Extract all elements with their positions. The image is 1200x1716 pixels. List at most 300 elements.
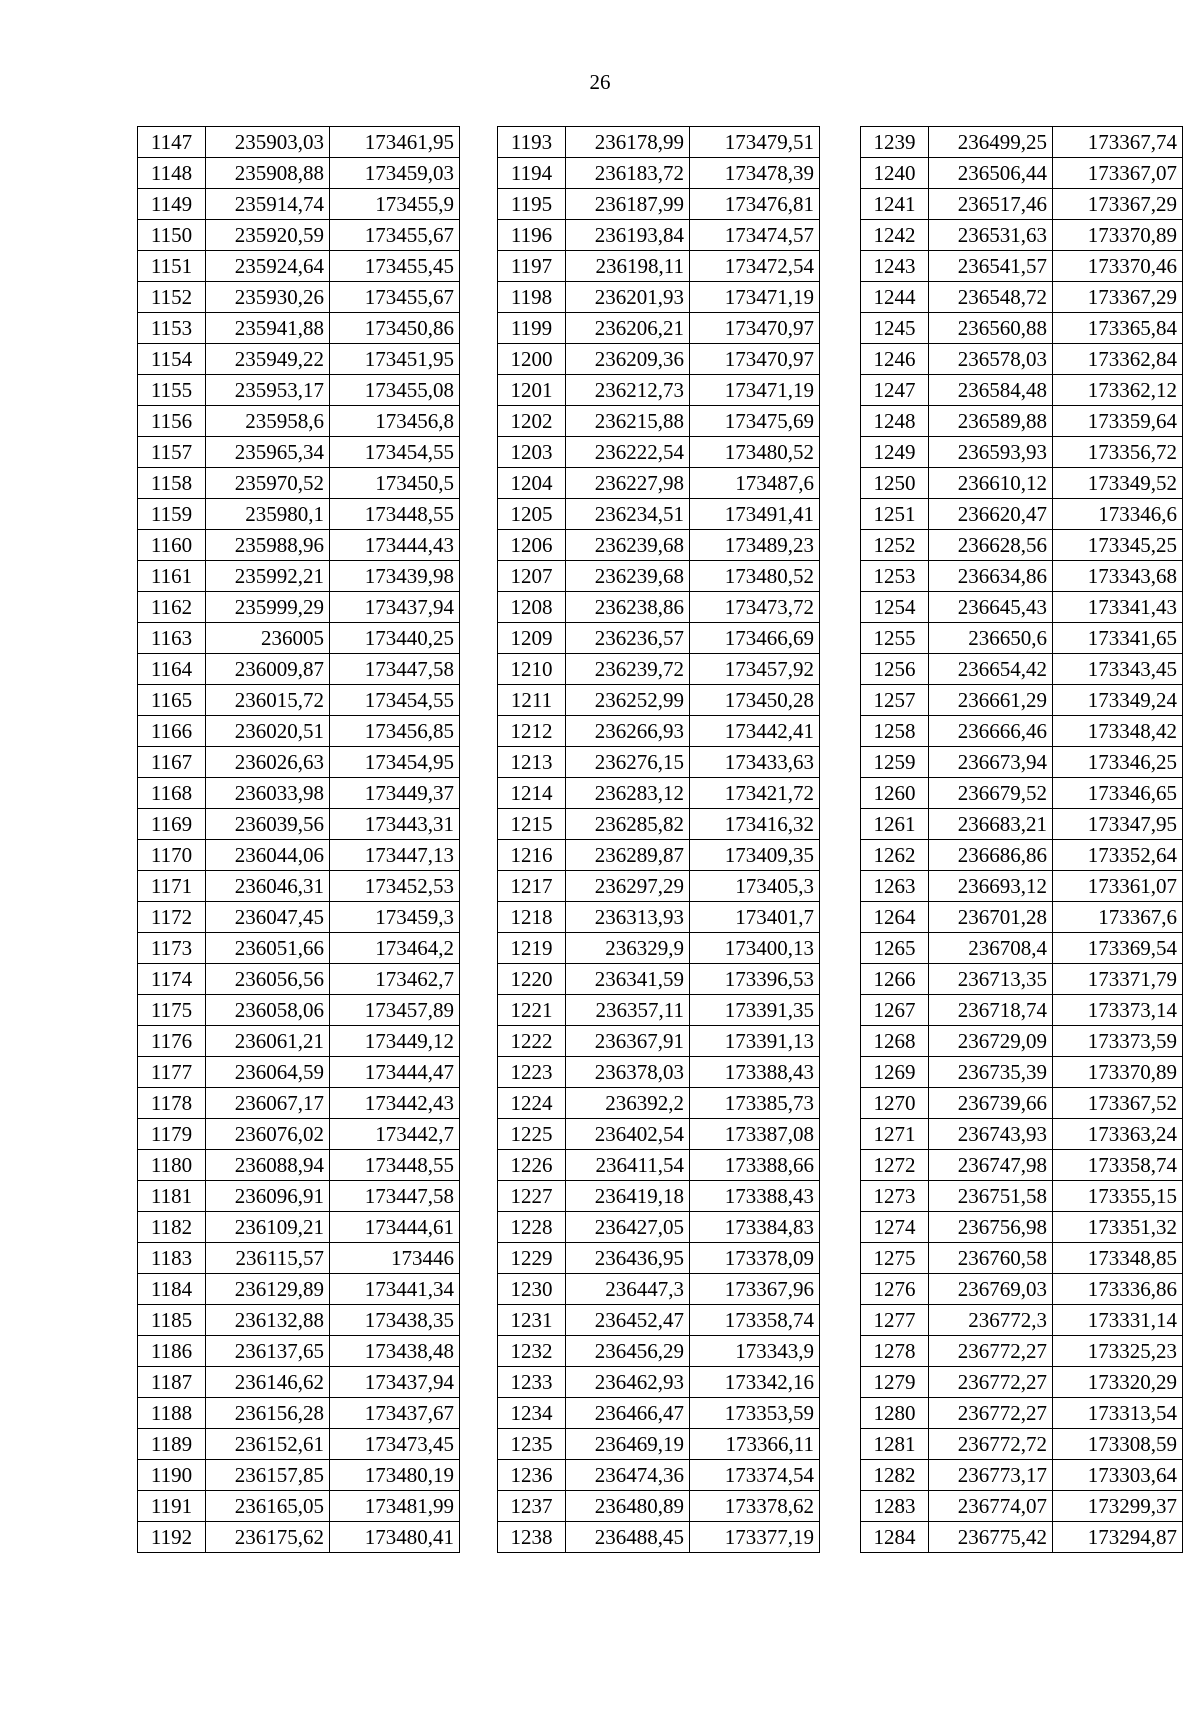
table-row: [138, 840, 460, 871]
y-coordinate-cell: 173370,89: [1053, 1057, 1183, 1088]
y-coordinate-cell: 173444,61: [330, 1212, 460, 1243]
table-row: [138, 809, 460, 840]
x-coordinate-cell: 236044,06: [206, 840, 330, 871]
x-coordinate-cell: 235920,59: [206, 220, 330, 251]
point-number-cell: 1174: [138, 964, 206, 995]
table-row: [498, 1212, 820, 1243]
x-coordinate-cell: 235958,6: [206, 406, 330, 437]
point-number-cell: 1208: [498, 592, 566, 623]
point-number-cell: 1262: [861, 840, 929, 871]
x-coordinate-cell: 236252,99: [566, 685, 690, 716]
table-row: [138, 1057, 460, 1088]
table-row: [861, 344, 1183, 375]
table-row: [138, 933, 460, 964]
x-coordinate-cell: 236488,45: [566, 1522, 690, 1553]
table-row: [861, 530, 1183, 561]
point-number-cell: 1158: [138, 468, 206, 499]
table-row: [498, 1460, 820, 1491]
point-number-cell: 1212: [498, 716, 566, 747]
table-row: [498, 282, 820, 313]
y-coordinate-cell: 173478,39: [690, 158, 820, 189]
point-number-cell: 1246: [861, 344, 929, 375]
y-coordinate-cell: 173349,24: [1053, 685, 1183, 716]
x-coordinate-cell: 235941,88: [206, 313, 330, 344]
point-number-cell: 1218: [498, 902, 566, 933]
point-number-cell: 1201: [498, 375, 566, 406]
table-row: [861, 747, 1183, 778]
x-coordinate-cell: 236341,59: [566, 964, 690, 995]
y-coordinate-cell: 173443,31: [330, 809, 460, 840]
y-coordinate-cell: 173365,84: [1053, 313, 1183, 344]
x-coordinate-cell: 236634,86: [929, 561, 1053, 592]
table-row: [138, 344, 460, 375]
table-row: [138, 127, 460, 158]
y-coordinate-cell: 173470,97: [690, 313, 820, 344]
point-number-cell: 1165: [138, 685, 206, 716]
y-coordinate-cell: 173400,13: [690, 933, 820, 964]
table-row: [138, 1460, 460, 1491]
table-row: [138, 778, 460, 809]
point-number-cell: 1240: [861, 158, 929, 189]
x-coordinate-cell: 236774,07: [929, 1491, 1053, 1522]
point-number-cell: 1266: [861, 964, 929, 995]
x-coordinate-cell: 236026,63: [206, 747, 330, 778]
point-number-cell: 1166: [138, 716, 206, 747]
y-coordinate-cell: 173455,08: [330, 375, 460, 406]
y-coordinate-cell: 173352,64: [1053, 840, 1183, 871]
table-row: [138, 747, 460, 778]
y-coordinate-cell: 173456,85: [330, 716, 460, 747]
table-row: [498, 964, 820, 995]
table-row: [498, 1305, 820, 1336]
y-coordinate-cell: 173480,41: [330, 1522, 460, 1553]
table-row: [138, 468, 460, 499]
table-row: [138, 1088, 460, 1119]
x-coordinate-cell: 236773,17: [929, 1460, 1053, 1491]
table-row: [138, 654, 460, 685]
point-number-cell: 1259: [861, 747, 929, 778]
table-row: [138, 995, 460, 1026]
y-coordinate-cell: 173473,45: [330, 1429, 460, 1460]
table-row: [138, 685, 460, 716]
y-coordinate-cell: 173384,83: [690, 1212, 820, 1243]
point-number-cell: 1265: [861, 933, 929, 964]
point-number-cell: 1194: [498, 158, 566, 189]
point-number-cell: 1220: [498, 964, 566, 995]
x-coordinate-cell: 236743,93: [929, 1119, 1053, 1150]
table-row: [861, 468, 1183, 499]
x-coordinate-cell: 236578,03: [929, 344, 1053, 375]
y-coordinate-cell: 173387,08: [690, 1119, 820, 1150]
y-coordinate-cell: 173447,58: [330, 654, 460, 685]
x-coordinate-cell: 236067,17: [206, 1088, 330, 1119]
y-coordinate-cell: 173444,47: [330, 1057, 460, 1088]
x-coordinate-cell: 236109,21: [206, 1212, 330, 1243]
y-coordinate-cell: 173491,41: [690, 499, 820, 530]
table-row: [498, 592, 820, 623]
table-row: [861, 778, 1183, 809]
y-coordinate-cell: 173363,24: [1053, 1119, 1183, 1150]
point-number-cell: 1278: [861, 1336, 929, 1367]
point-number-cell: 1267: [861, 995, 929, 1026]
table-row: [498, 995, 820, 1026]
y-coordinate-cell: 173476,81: [690, 189, 820, 220]
table-row: [861, 716, 1183, 747]
x-coordinate-cell: 236005: [206, 623, 330, 654]
y-coordinate-cell: 173450,86: [330, 313, 460, 344]
y-coordinate-cell: 173367,74: [1053, 127, 1183, 158]
table-row: [498, 1119, 820, 1150]
table-row: [498, 220, 820, 251]
table-row: [138, 1522, 460, 1553]
x-coordinate-cell: 236645,43: [929, 592, 1053, 623]
table-row: [498, 1181, 820, 1212]
y-coordinate-cell: 173362,84: [1053, 344, 1183, 375]
point-number-cell: 1282: [861, 1460, 929, 1491]
point-number-cell: 1276: [861, 1274, 929, 1305]
x-coordinate-cell: 236015,72: [206, 685, 330, 716]
y-coordinate-cell: 173409,35: [690, 840, 820, 871]
x-coordinate-cell: 236129,89: [206, 1274, 330, 1305]
y-coordinate-cell: 173342,16: [690, 1367, 820, 1398]
x-coordinate-cell: 236772,3: [929, 1305, 1053, 1336]
x-coordinate-cell: 236772,72: [929, 1429, 1053, 1460]
y-coordinate-cell: 173378,09: [690, 1243, 820, 1274]
table-row: [138, 189, 460, 220]
y-coordinate-cell: 173480,19: [330, 1460, 460, 1491]
point-number-cell: 1154: [138, 344, 206, 375]
y-coordinate-cell: 173374,54: [690, 1460, 820, 1491]
table-row: [861, 809, 1183, 840]
point-number-cell: 1260: [861, 778, 929, 809]
x-coordinate-cell: 236560,88: [929, 313, 1053, 344]
y-coordinate-cell: 173457,92: [690, 654, 820, 685]
x-coordinate-cell: 236718,74: [929, 995, 1053, 1026]
x-coordinate-cell: 235953,17: [206, 375, 330, 406]
point-number-cell: 1230: [498, 1274, 566, 1305]
table-row: [498, 1243, 820, 1274]
table-row: [498, 251, 820, 282]
table-row: [861, 189, 1183, 220]
y-coordinate-cell: 173385,73: [690, 1088, 820, 1119]
x-coordinate-cell: 236046,31: [206, 871, 330, 902]
x-coordinate-cell: 236654,42: [929, 654, 1053, 685]
y-coordinate-cell: 173454,95: [330, 747, 460, 778]
x-coordinate-cell: 236531,63: [929, 220, 1053, 251]
x-coordinate-cell: 235988,96: [206, 530, 330, 561]
y-coordinate-cell: 173294,87: [1053, 1522, 1183, 1553]
point-number-cell: 1200: [498, 344, 566, 375]
y-coordinate-cell: 173455,9: [330, 189, 460, 220]
x-coordinate-cell: 236474,36: [566, 1460, 690, 1491]
y-coordinate-cell: 173343,9: [690, 1336, 820, 1367]
x-coordinate-cell: 236620,47: [929, 499, 1053, 530]
x-coordinate-cell: 236187,99: [566, 189, 690, 220]
point-number-cell: 1155: [138, 375, 206, 406]
y-coordinate-cell: 173373,14: [1053, 995, 1183, 1026]
x-coordinate-cell: 236239,68: [566, 530, 690, 561]
point-number-cell: 1254: [861, 592, 929, 623]
table-row: [498, 189, 820, 220]
x-coordinate-cell: 236452,47: [566, 1305, 690, 1336]
y-coordinate-cell: 173437,67: [330, 1398, 460, 1429]
point-number-cell: 1169: [138, 809, 206, 840]
y-coordinate-cell: 173461,95: [330, 127, 460, 158]
x-coordinate-cell: 236751,58: [929, 1181, 1053, 1212]
y-coordinate-cell: 173438,48: [330, 1336, 460, 1367]
table-row: [498, 1026, 820, 1057]
point-number-cell: 1152: [138, 282, 206, 313]
point-number-cell: 1234: [498, 1398, 566, 1429]
table-row: [138, 1274, 460, 1305]
table-row: [861, 840, 1183, 871]
x-coordinate-cell: 236772,27: [929, 1367, 1053, 1398]
table-row: [498, 127, 820, 158]
x-coordinate-cell: 236289,87: [566, 840, 690, 871]
point-number-cell: 1274: [861, 1212, 929, 1243]
x-coordinate-cell: 236096,91: [206, 1181, 330, 1212]
y-coordinate-cell: 173440,25: [330, 623, 460, 654]
x-coordinate-cell: 236152,61: [206, 1429, 330, 1460]
point-number-cell: 1153: [138, 313, 206, 344]
y-coordinate-cell: 173391,13: [690, 1026, 820, 1057]
point-number-cell: 1233: [498, 1367, 566, 1398]
x-coordinate-cell: 236548,72: [929, 282, 1053, 313]
table-row: [138, 406, 460, 437]
point-number-cell: 1235: [498, 1429, 566, 1460]
point-number-cell: 1257: [861, 685, 929, 716]
table-row: [498, 747, 820, 778]
x-coordinate-cell: 236239,72: [566, 654, 690, 685]
y-coordinate-cell: 173303,64: [1053, 1460, 1183, 1491]
x-coordinate-cell: 235914,74: [206, 189, 330, 220]
table-row: [861, 561, 1183, 592]
y-coordinate-cell: 173359,64: [1053, 406, 1183, 437]
point-number-cell: 1181: [138, 1181, 206, 1212]
point-number-cell: 1269: [861, 1057, 929, 1088]
y-coordinate-cell: 173346,65: [1053, 778, 1183, 809]
y-coordinate-cell: 173450,28: [690, 685, 820, 716]
x-coordinate-cell: 236739,66: [929, 1088, 1053, 1119]
y-coordinate-cell: 173356,72: [1053, 437, 1183, 468]
y-coordinate-cell: 173358,74: [1053, 1150, 1183, 1181]
y-coordinate-cell: 173351,32: [1053, 1212, 1183, 1243]
table-row: [861, 1150, 1183, 1181]
table-row: [138, 1026, 460, 1057]
table-row: [861, 1181, 1183, 1212]
point-number-cell: 1280: [861, 1398, 929, 1429]
x-coordinate-cell: 236064,59: [206, 1057, 330, 1088]
table-row: [861, 1336, 1183, 1367]
y-coordinate-cell: 173447,58: [330, 1181, 460, 1212]
x-coordinate-cell: 236466,47: [566, 1398, 690, 1429]
y-coordinate-cell: 173325,23: [1053, 1336, 1183, 1367]
y-coordinate-cell: 173472,54: [690, 251, 820, 282]
point-number-cell: 1196: [498, 220, 566, 251]
point-number-cell: 1167: [138, 747, 206, 778]
table-row: [861, 1522, 1183, 1553]
point-number-cell: 1272: [861, 1150, 929, 1181]
point-number-cell: 1270: [861, 1088, 929, 1119]
x-coordinate-cell: 236313,93: [566, 902, 690, 933]
point-number-cell: 1244: [861, 282, 929, 313]
y-coordinate-cell: 173439,98: [330, 561, 460, 592]
x-coordinate-cell: 236673,94: [929, 747, 1053, 778]
y-coordinate-cell: 173366,11: [690, 1429, 820, 1460]
point-number-cell: 1161: [138, 561, 206, 592]
table-row: [138, 1119, 460, 1150]
x-coordinate-cell: 236058,06: [206, 995, 330, 1026]
table-row: [138, 1150, 460, 1181]
point-number-cell: 1211: [498, 685, 566, 716]
point-number-cell: 1245: [861, 313, 929, 344]
x-coordinate-cell: 236661,29: [929, 685, 1053, 716]
y-coordinate-cell: 173437,94: [330, 1367, 460, 1398]
x-coordinate-cell: 236666,46: [929, 716, 1053, 747]
point-number-cell: 1277: [861, 1305, 929, 1336]
y-coordinate-cell: 173401,7: [690, 902, 820, 933]
table-row: [498, 902, 820, 933]
table-row: [138, 1367, 460, 1398]
y-coordinate-cell: 173442,7: [330, 1119, 460, 1150]
table-row: [498, 685, 820, 716]
table-row: [861, 592, 1183, 623]
y-coordinate-cell: 173416,32: [690, 809, 820, 840]
point-number-cell: 1229: [498, 1243, 566, 1274]
y-coordinate-cell: 173343,45: [1053, 654, 1183, 685]
x-coordinate-cell: 236436,95: [566, 1243, 690, 1274]
table-row: [861, 158, 1183, 189]
point-number-cell: 1188: [138, 1398, 206, 1429]
x-coordinate-cell: 236367,91: [566, 1026, 690, 1057]
table-row: [138, 592, 460, 623]
y-coordinate-cell: 173459,3: [330, 902, 460, 933]
table-row: [498, 778, 820, 809]
table-row: [498, 468, 820, 499]
table-row: [138, 375, 460, 406]
x-coordinate-cell: 236456,29: [566, 1336, 690, 1367]
y-coordinate-cell: 173367,29: [1053, 282, 1183, 313]
point-number-cell: 1232: [498, 1336, 566, 1367]
point-number-cell: 1178: [138, 1088, 206, 1119]
point-number-cell: 1231: [498, 1305, 566, 1336]
x-coordinate-cell: 236747,98: [929, 1150, 1053, 1181]
x-coordinate-cell: 236236,57: [566, 623, 690, 654]
y-coordinate-cell: 173448,55: [330, 1150, 460, 1181]
point-number-cell: 1214: [498, 778, 566, 809]
point-number-cell: 1187: [138, 1367, 206, 1398]
x-coordinate-cell: 236076,02: [206, 1119, 330, 1150]
table-row: [498, 1367, 820, 1398]
y-coordinate-cell: 173349,52: [1053, 468, 1183, 499]
x-coordinate-cell: 236212,73: [566, 375, 690, 406]
point-number-cell: 1273: [861, 1181, 929, 1212]
y-coordinate-cell: 173470,97: [690, 344, 820, 375]
point-number-cell: 1213: [498, 747, 566, 778]
point-number-cell: 1250: [861, 468, 929, 499]
x-coordinate-cell: 236357,11: [566, 995, 690, 1026]
x-coordinate-cell: 236708,4: [929, 933, 1053, 964]
y-coordinate-cell: 173367,07: [1053, 158, 1183, 189]
y-coordinate-cell: 173313,54: [1053, 1398, 1183, 1429]
table-row: [498, 1057, 820, 1088]
x-coordinate-cell: 236201,93: [566, 282, 690, 313]
point-number-cell: 1219: [498, 933, 566, 964]
y-coordinate-cell: 173308,59: [1053, 1429, 1183, 1460]
x-coordinate-cell: 236541,57: [929, 251, 1053, 282]
point-number-cell: 1170: [138, 840, 206, 871]
x-coordinate-cell: 236146,62: [206, 1367, 330, 1398]
y-coordinate-cell: 173475,69: [690, 406, 820, 437]
point-number-cell: 1189: [138, 1429, 206, 1460]
point-number-cell: 1179: [138, 1119, 206, 1150]
table-row: [498, 840, 820, 871]
table-row: [861, 1429, 1183, 1460]
point-number-cell: 1175: [138, 995, 206, 1026]
table-row: [138, 1398, 460, 1429]
y-coordinate-cell: 173464,2: [330, 933, 460, 964]
y-coordinate-cell: 173446: [330, 1243, 460, 1274]
x-coordinate-cell: 235992,21: [206, 561, 330, 592]
x-coordinate-cell: 236650,6: [929, 623, 1053, 654]
x-coordinate-cell: 236206,21: [566, 313, 690, 344]
y-coordinate-cell: 173405,3: [690, 871, 820, 902]
y-coordinate-cell: 173471,19: [690, 375, 820, 406]
point-number-cell: 1195: [498, 189, 566, 220]
table-row: [498, 623, 820, 654]
table-row: [498, 1088, 820, 1119]
table-row: [498, 437, 820, 468]
point-number-cell: 1249: [861, 437, 929, 468]
point-number-cell: 1156: [138, 406, 206, 437]
y-coordinate-cell: 173299,37: [1053, 1491, 1183, 1522]
x-coordinate-cell: 236693,12: [929, 871, 1053, 902]
x-coordinate-cell: 236297,29: [566, 871, 690, 902]
y-coordinate-cell: 173471,19: [690, 282, 820, 313]
y-coordinate-cell: 173421,72: [690, 778, 820, 809]
table-row: [861, 871, 1183, 902]
y-coordinate-cell: 173346,25: [1053, 747, 1183, 778]
point-number-cell: 1172: [138, 902, 206, 933]
point-number-cell: 1190: [138, 1460, 206, 1491]
point-number-cell: 1183: [138, 1243, 206, 1274]
x-coordinate-cell: 236589,88: [929, 406, 1053, 437]
point-number-cell: 1148: [138, 158, 206, 189]
y-coordinate-cell: 173479,51: [690, 127, 820, 158]
y-coordinate-cell: 173466,69: [690, 623, 820, 654]
x-coordinate-cell: 235908,88: [206, 158, 330, 189]
x-coordinate-cell: 235930,26: [206, 282, 330, 313]
y-coordinate-cell: 173457,89: [330, 995, 460, 1026]
x-coordinate-cell: 236283,12: [566, 778, 690, 809]
point-number-cell: 1236: [498, 1460, 566, 1491]
table-row: [498, 561, 820, 592]
table-row: [861, 1274, 1183, 1305]
point-number-cell: 1205: [498, 499, 566, 530]
x-coordinate-cell: 235999,29: [206, 592, 330, 623]
y-coordinate-cell: 173480,52: [690, 561, 820, 592]
point-number-cell: 1191: [138, 1491, 206, 1522]
point-number-cell: 1239: [861, 127, 929, 158]
table-row: [861, 220, 1183, 251]
x-coordinate-cell: 236047,45: [206, 902, 330, 933]
point-number-cell: 1149: [138, 189, 206, 220]
y-coordinate-cell: 173367,52: [1053, 1088, 1183, 1119]
y-coordinate-cell: 173449,12: [330, 1026, 460, 1057]
point-number-cell: 1275: [861, 1243, 929, 1274]
x-coordinate-cell: 236183,72: [566, 158, 690, 189]
point-number-cell: 1217: [498, 871, 566, 902]
